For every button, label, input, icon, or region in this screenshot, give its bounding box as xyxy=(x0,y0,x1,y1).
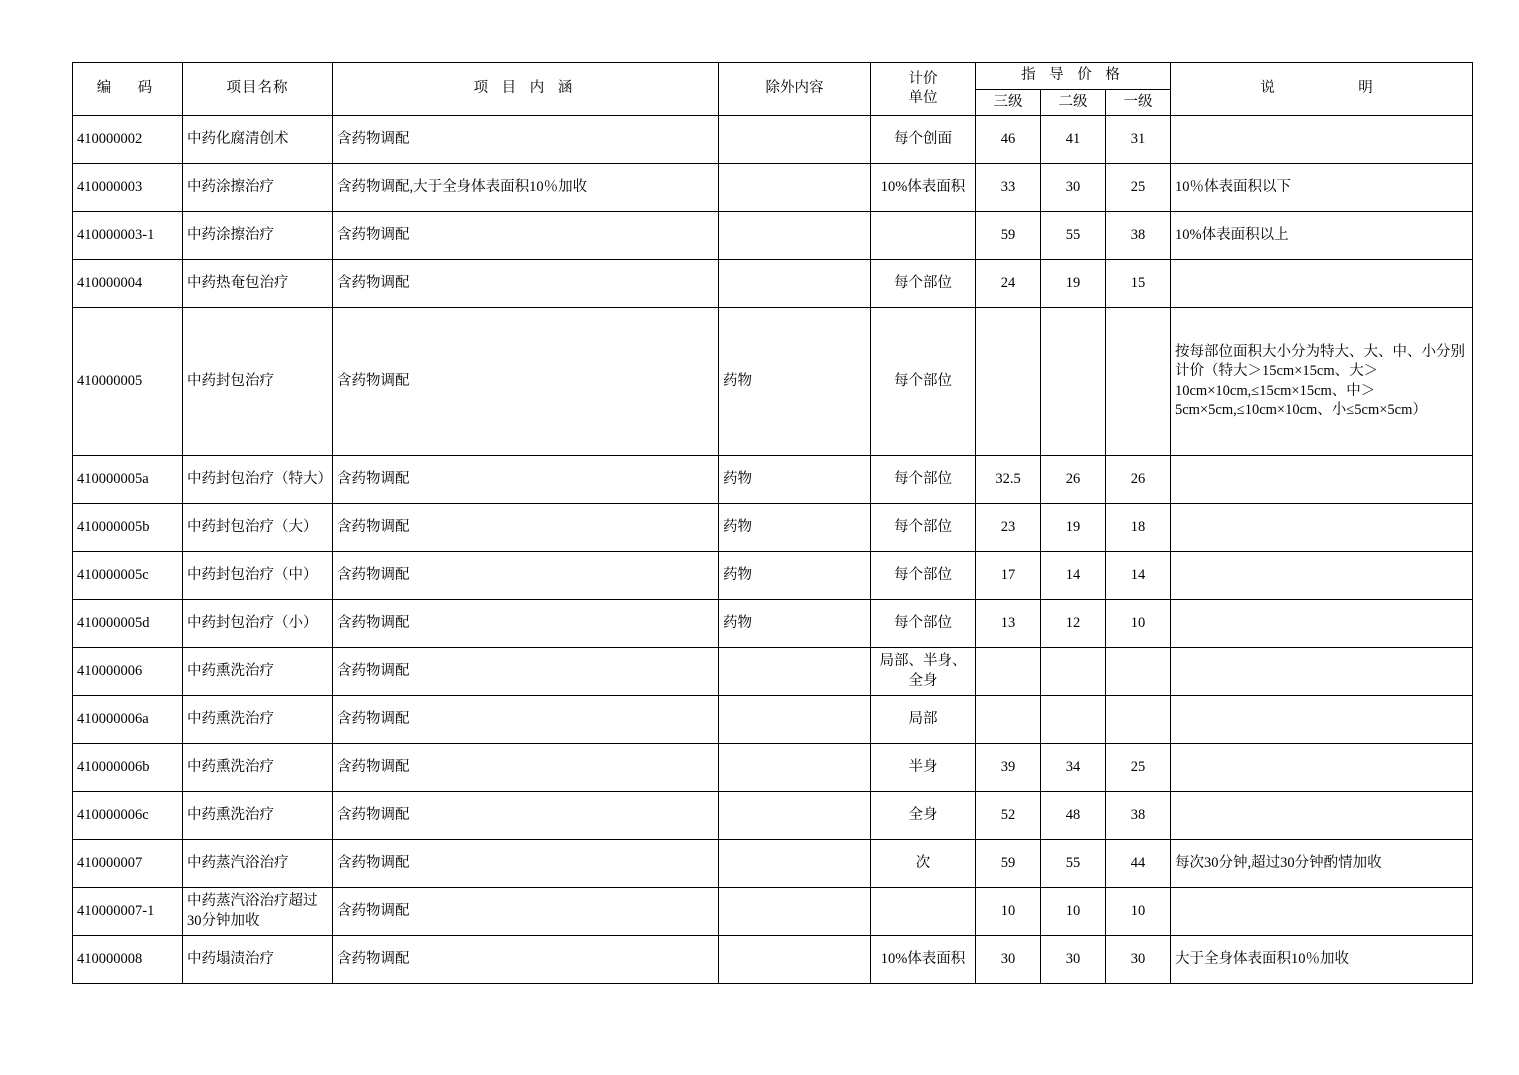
cell-content: 含药物调配 xyxy=(333,116,719,164)
cell-code: 410000007 xyxy=(73,840,183,888)
cell-exclude xyxy=(719,116,871,164)
header-unit-line1: 计价 xyxy=(908,70,938,87)
table-header-row-1 xyxy=(73,63,1473,90)
cell-exclude xyxy=(719,164,871,212)
cell-price-level3: 33 xyxy=(976,164,1041,212)
cell-price-level1: 30 xyxy=(1106,936,1171,984)
table-row xyxy=(73,696,1473,744)
cell-unit: 半身 xyxy=(871,744,976,792)
cell-price-level1: 38 xyxy=(1106,792,1171,840)
cell-exclude xyxy=(719,648,871,696)
cell-code: 410000003 xyxy=(73,164,183,212)
header-name: 项目名称 xyxy=(183,63,333,116)
cell-exclude xyxy=(719,212,871,260)
cell-exclude: 药物 xyxy=(719,456,871,504)
cell-price-level1: 14 xyxy=(1106,552,1171,600)
table-row xyxy=(73,600,1473,648)
cell-unit: 每个部位 xyxy=(871,552,976,600)
cell-name: 中药封包治疗（小） xyxy=(183,600,333,648)
cell-unit: 每个部位 xyxy=(871,308,976,456)
cell-name: 中药封包治疗（特大） xyxy=(183,456,333,504)
table-row xyxy=(73,744,1473,792)
cell-note xyxy=(1171,600,1473,648)
cell-note xyxy=(1171,504,1473,552)
cell-exclude xyxy=(719,260,871,308)
cell-exclude xyxy=(719,792,871,840)
cell-note xyxy=(1171,792,1473,840)
header-exclude: 除外内容 xyxy=(719,63,871,116)
cell-price-level3: 24 xyxy=(976,260,1041,308)
cell-content: 含药物调配 xyxy=(333,648,719,696)
cell-unit: 每个创面 xyxy=(871,116,976,164)
cell-unit: 10%体表面积 xyxy=(871,164,976,212)
cell-exclude: 药物 xyxy=(719,504,871,552)
cell-content: 含药物调配 xyxy=(333,696,719,744)
cell-price-level3: 30 xyxy=(976,936,1041,984)
cell-exclude xyxy=(719,696,871,744)
cell-name: 中药蒸汽浴治疗 xyxy=(183,840,333,888)
cell-price-level1: 10 xyxy=(1106,888,1171,936)
header-note: 说 明 xyxy=(1171,63,1473,116)
cell-note: 10%体表面积以上 xyxy=(1171,212,1473,260)
cell-exclude xyxy=(719,936,871,984)
table-row xyxy=(73,792,1473,840)
table-header xyxy=(73,63,1473,116)
header-price-group: 指 导 价 格 xyxy=(976,63,1171,90)
cell-price-level1: 38 xyxy=(1106,212,1171,260)
cell-price-level1: 44 xyxy=(1106,840,1171,888)
cell-price-level3: 17 xyxy=(976,552,1041,600)
cell-price-level3 xyxy=(976,648,1041,696)
table-row xyxy=(73,648,1473,696)
cell-note xyxy=(1171,648,1473,696)
table-row xyxy=(73,840,1473,888)
cell-price-level2: 14 xyxy=(1041,552,1106,600)
cell-note xyxy=(1171,744,1473,792)
cell-code: 410000005d xyxy=(73,600,183,648)
cell-price-level2: 12 xyxy=(1041,600,1106,648)
cell-exclude xyxy=(719,744,871,792)
table-row xyxy=(73,164,1473,212)
cell-price-level2 xyxy=(1041,648,1106,696)
cell-note: 按每部位面积大小分为特大、大、中、小分别计价（特大＞15cm×15cm、大＞10cm×10cm,≤15cm×15cm、中＞5cm×5cm,≤10cm×10cm、小≤5cm×5cm） xyxy=(1171,308,1473,456)
cell-unit: 次 xyxy=(871,840,976,888)
cell-content: 含药物调配 xyxy=(333,456,719,504)
cell-price-level2 xyxy=(1041,696,1106,744)
cell-content: 含药物调配 xyxy=(333,212,719,260)
cell-price-level3: 10 xyxy=(976,888,1041,936)
header-code: 编 码 xyxy=(73,63,183,116)
cell-content: 含药物调配 xyxy=(333,260,719,308)
cell-name: 中药塌渍治疗 xyxy=(183,936,333,984)
cell-price-level3: 52 xyxy=(976,792,1041,840)
cell-code: 410000005b xyxy=(73,504,183,552)
header-price-level1: 一级 xyxy=(1106,89,1171,116)
cell-unit xyxy=(871,888,976,936)
cell-content: 含药物调配 xyxy=(333,888,719,936)
cell-name: 中药化腐清创术 xyxy=(183,116,333,164)
cell-name: 中药熏洗治疗 xyxy=(183,744,333,792)
cell-price-level3: 23 xyxy=(976,504,1041,552)
cell-code: 410000007-1 xyxy=(73,888,183,936)
table-row xyxy=(73,456,1473,504)
cell-name: 中药封包治疗（中） xyxy=(183,552,333,600)
cell-price-level2: 10 xyxy=(1041,888,1106,936)
cell-price-level2: 30 xyxy=(1041,936,1106,984)
cell-content: 含药物调配 xyxy=(333,552,719,600)
cell-price-level3: 59 xyxy=(976,212,1041,260)
cell-content: 含药物调配 xyxy=(333,744,719,792)
cell-unit: 每个部位 xyxy=(871,260,976,308)
cell-code: 410000006c xyxy=(73,792,183,840)
cell-name: 中药热奄包治疗 xyxy=(183,260,333,308)
cell-code: 410000005a xyxy=(73,456,183,504)
cell-price-level2 xyxy=(1041,308,1106,456)
cell-price-level3: 32.5 xyxy=(976,456,1041,504)
cell-note xyxy=(1171,888,1473,936)
cell-content: 含药物调配 xyxy=(333,308,719,456)
cell-price-level3 xyxy=(976,308,1041,456)
cell-code: 410000003-1 xyxy=(73,212,183,260)
cell-price-level1: 25 xyxy=(1106,744,1171,792)
cell-code: 410000008 xyxy=(73,936,183,984)
cell-code: 410000004 xyxy=(73,260,183,308)
cell-unit: 每个部位 xyxy=(871,456,976,504)
cell-exclude: 药物 xyxy=(719,552,871,600)
cell-price-level3: 13 xyxy=(976,600,1041,648)
table-row xyxy=(73,308,1473,456)
cell-price-level2: 30 xyxy=(1041,164,1106,212)
cell-content: 含药物调配 xyxy=(333,600,719,648)
cell-exclude xyxy=(719,888,871,936)
table-row xyxy=(73,116,1473,164)
cell-price-level2: 41 xyxy=(1041,116,1106,164)
cell-code: 410000006 xyxy=(73,648,183,696)
cell-price-level2: 55 xyxy=(1041,212,1106,260)
cell-price-level2: 19 xyxy=(1041,260,1106,308)
header-price-level3: 三级 xyxy=(976,89,1041,116)
table-row xyxy=(73,504,1473,552)
cell-price-level2: 19 xyxy=(1041,504,1106,552)
cell-content: 含药物调配 xyxy=(333,792,719,840)
table-row xyxy=(73,936,1473,984)
header-unit-line2: 单位 xyxy=(908,90,938,107)
cell-price-level3 xyxy=(976,696,1041,744)
cell-note: 10％体表面积以下 xyxy=(1171,164,1473,212)
cell-price-level2: 55 xyxy=(1041,840,1106,888)
cell-price-level1: 15 xyxy=(1106,260,1171,308)
cell-exclude: 药物 xyxy=(719,308,871,456)
cell-price-level3: 46 xyxy=(976,116,1041,164)
cell-note xyxy=(1171,552,1473,600)
cell-name: 中药封包治疗（大） xyxy=(183,504,333,552)
table-row xyxy=(73,888,1473,936)
cell-code: 410000006b xyxy=(73,744,183,792)
cell-price-level2: 26 xyxy=(1041,456,1106,504)
table-body xyxy=(73,116,1473,984)
cell-unit: 全身 xyxy=(871,792,976,840)
cell-price-level1: 10 xyxy=(1106,600,1171,648)
cell-unit: 10%体表面积 xyxy=(871,936,976,984)
cell-unit: 局部、半身、全身 xyxy=(871,648,976,696)
cell-price-level1: 18 xyxy=(1106,504,1171,552)
cell-price-level2: 34 xyxy=(1041,744,1106,792)
cell-name: 中药熏洗治疗 xyxy=(183,696,333,744)
cell-price-level3: 39 xyxy=(976,744,1041,792)
cell-name: 中药涂擦治疗 xyxy=(183,212,333,260)
cell-code: 410000006a xyxy=(73,696,183,744)
cell-code: 410000005 xyxy=(73,308,183,456)
header-content: 项 目 内 涵 xyxy=(333,63,719,116)
cell-name: 中药蒸汽浴治疗超过30分钟加收 xyxy=(183,888,333,936)
header-unit xyxy=(871,63,976,116)
table-row xyxy=(73,552,1473,600)
cell-exclude xyxy=(719,840,871,888)
table-row xyxy=(73,260,1473,308)
cell-content: 含药物调配,大于全身体表面积10％加收 xyxy=(333,164,719,212)
cell-note: 大于全身体表面积10％加收 xyxy=(1171,936,1473,984)
cell-note xyxy=(1171,456,1473,504)
cell-price-level1 xyxy=(1106,696,1171,744)
table-row xyxy=(73,212,1473,260)
cell-name: 中药封包治疗 xyxy=(183,308,333,456)
cell-price-level1 xyxy=(1106,308,1171,456)
cell-name: 中药熏洗治疗 xyxy=(183,648,333,696)
cell-note xyxy=(1171,696,1473,744)
cell-price-level1: 25 xyxy=(1106,164,1171,212)
cell-content: 含药物调配 xyxy=(333,504,719,552)
cell-note xyxy=(1171,260,1473,308)
cell-note: 每次30分钟,超过30分钟酌情加收 xyxy=(1171,840,1473,888)
price-table xyxy=(72,62,1473,984)
cell-note xyxy=(1171,116,1473,164)
cell-exclude: 药物 xyxy=(719,600,871,648)
cell-code: 410000005c xyxy=(73,552,183,600)
cell-price-level3: 59 xyxy=(976,840,1041,888)
cell-price-level2: 48 xyxy=(1041,792,1106,840)
header-price-level2: 二级 xyxy=(1041,89,1106,116)
cell-unit: 每个部位 xyxy=(871,600,976,648)
cell-name: 中药熏洗治疗 xyxy=(183,792,333,840)
cell-unit: 每个部位 xyxy=(871,504,976,552)
cell-price-level1: 31 xyxy=(1106,116,1171,164)
cell-content: 含药物调配 xyxy=(333,840,719,888)
cell-price-level1 xyxy=(1106,648,1171,696)
cell-name: 中药涂擦治疗 xyxy=(183,164,333,212)
cell-code: 410000002 xyxy=(73,116,183,164)
cell-unit: 局部 xyxy=(871,696,976,744)
cell-price-level1: 26 xyxy=(1106,456,1171,504)
cell-unit xyxy=(871,212,976,260)
cell-content: 含药物调配 xyxy=(333,936,719,984)
